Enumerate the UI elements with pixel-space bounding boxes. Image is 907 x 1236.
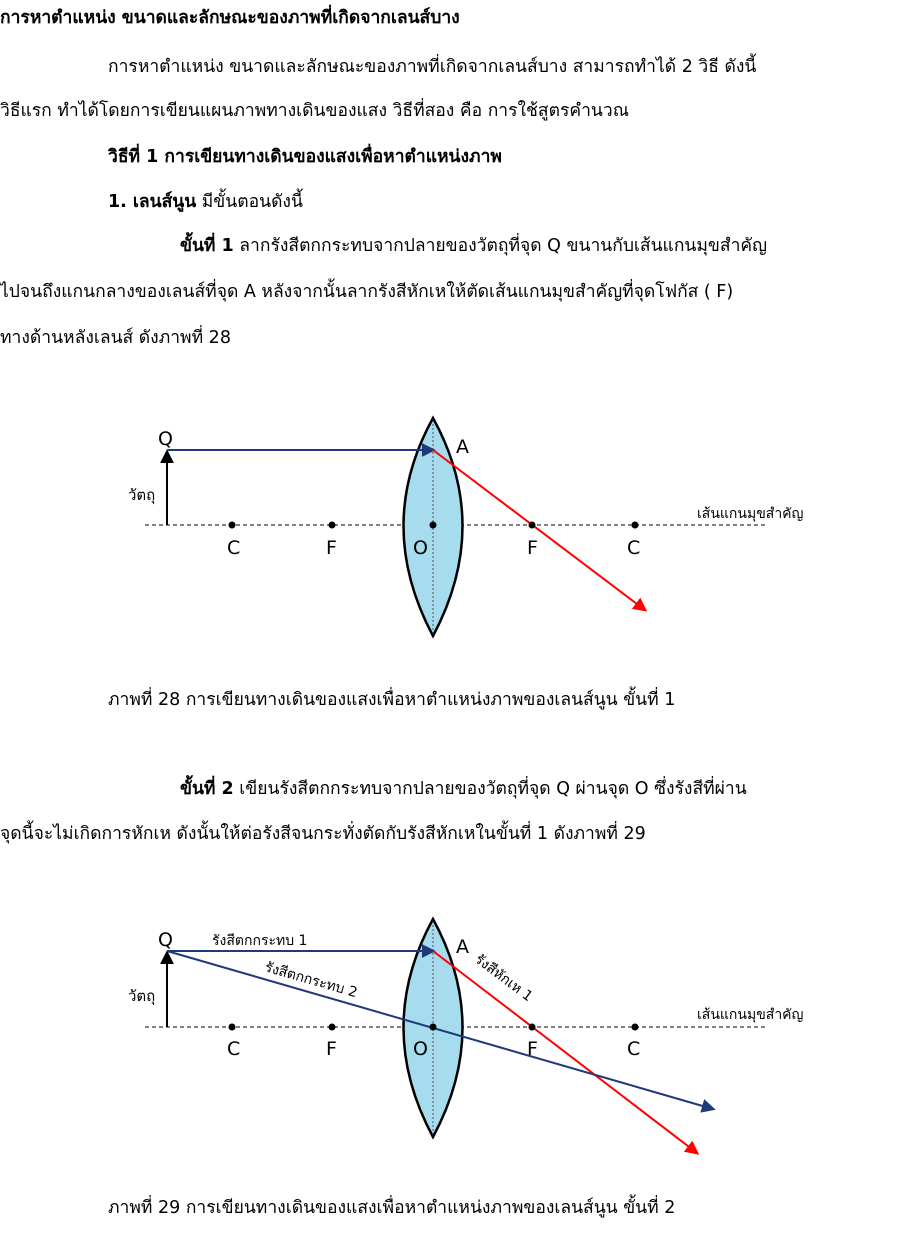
label-a: A: [456, 436, 469, 458]
figure-28-diagram: [0, 400, 907, 660]
page-title: การหาตำแหน่ง ขนาดและลักษณะของภาพที่เกิดจากเลนส์บาง: [0, 8, 460, 28]
label-q: Q: [158, 929, 173, 951]
point-o: [430, 1024, 437, 1031]
step2-line-1: [180, 777, 747, 801]
point-f-right: [529, 522, 536, 529]
convex-lens-label: 1. เลนส์นูน: [108, 192, 197, 212]
refracted-ray-1: [433, 951, 697, 1153]
ray-2-label: รังสีตกกระทบ 2: [262, 959, 360, 1002]
step2-text-1: เขียนรังสีตกกระทบจากปลายของวัตถุที่จุด Q ผ่านจุด O ซึ่งรังสีที่ผ่าน: [233, 779, 747, 799]
axis-label-f-left: F: [326, 537, 337, 559]
axis-label-f-right: F: [527, 537, 538, 559]
object-label: วัตถุ: [128, 486, 156, 504]
convex-lens-heading: [108, 190, 303, 214]
step1-line-1: [180, 234, 767, 258]
axis-label-c-right: C: [627, 537, 641, 559]
axis-label-c-right: C: [627, 1038, 641, 1060]
point-c-left: [229, 1024, 236, 1031]
axis-label: เส้นแกนมุขสำคัญ: [697, 1007, 804, 1023]
object-label: วัตถุ: [128, 987, 156, 1005]
axis-label-c-left: C: [227, 537, 241, 559]
step1-line-3: ทางด้านหลังเลนส์ ดังภาพที่ 28: [0, 328, 231, 348]
refracted-ray: [433, 450, 645, 610]
step1-label: ขั้นที่ 1: [180, 236, 234, 256]
convex-lens-rest: มีขั้นตอนดังนี้: [196, 192, 303, 212]
step1-text-1: ลากรังสีตกกระทบจากปลายของวัตถุที่จุด Q ขนานกับเส้นแกนมุขสำคัญ: [233, 236, 768, 256]
point-f-left: [329, 1024, 336, 1031]
axis-label-o: O: [413, 1038, 428, 1060]
step2-label: ขั้นที่ 2: [180, 779, 234, 799]
point-c-right: [632, 1024, 639, 1031]
figure-29-diagram: [0, 905, 907, 1175]
axis-label-c-left: C: [227, 1038, 241, 1060]
intro-line-2: วิธีแรก ทำได้โดยการเขียนแผนภาพทางเดินของแสง วิธีที่สอง คือ การใช้สูตรคำนวณ: [0, 101, 629, 121]
intro-line-1: การหาตำแหน่ง ขนาดและลักษณะของภาพที่เกิดจากเลนส์บาง สามารถทำได้ 2 วิธี ดังนี้: [108, 57, 757, 77]
point-c-left: [229, 522, 236, 529]
axis-label-f-right: F: [527, 1038, 538, 1060]
point-f-left: [329, 522, 336, 529]
step2-line-2: จุดนี้จะไม่เกิดการหักเห ดังนั้นให้ต่อรังสีจนกระทั่งตัดกับรังสีหักเหในขั้นที่ 1 ดังภาพที่ 29: [0, 824, 646, 844]
ray-1-label: รังสีตกกระทบ 1: [212, 933, 308, 949]
axis-label-f-left: F: [326, 1038, 337, 1060]
refracted-1-label: รังสีหักเห 1: [471, 951, 536, 1006]
label-a: A: [456, 936, 469, 958]
label-q: Q: [158, 428, 173, 450]
figure-29-caption: ภาพที่ 29 การเขียนทางเดินของแสงเพื่อหาตำแหน่งภาพของเลนส์นูน ขั้นที่ 2: [108, 1198, 676, 1218]
point-f-right: [529, 1024, 536, 1031]
axis-label: เส้นแกนมุขสำคัญ: [697, 506, 804, 522]
step1-line-2: ไปจนถึงแกนกลางของเลนส์ที่จุด A หลังจากนั้นลากรังสีหักเหให้ตัดเส้นแกนมุขสำคัญที่จุดโฟกัส ( F): [0, 282, 734, 302]
method-1-heading: วิธีที่ 1 การเขียนทางเดินของแสงเพื่อหาตำแหน่งภาพ: [108, 147, 502, 167]
figure-28-caption: ภาพที่ 28 การเขียนทางเดินของแสงเพื่อหาตำแหน่งภาพของเลนส์นูน ขั้นที่ 1: [108, 690, 676, 710]
point-o: [430, 522, 437, 529]
point-c-right: [632, 522, 639, 529]
axis-label-o: O: [413, 537, 428, 559]
